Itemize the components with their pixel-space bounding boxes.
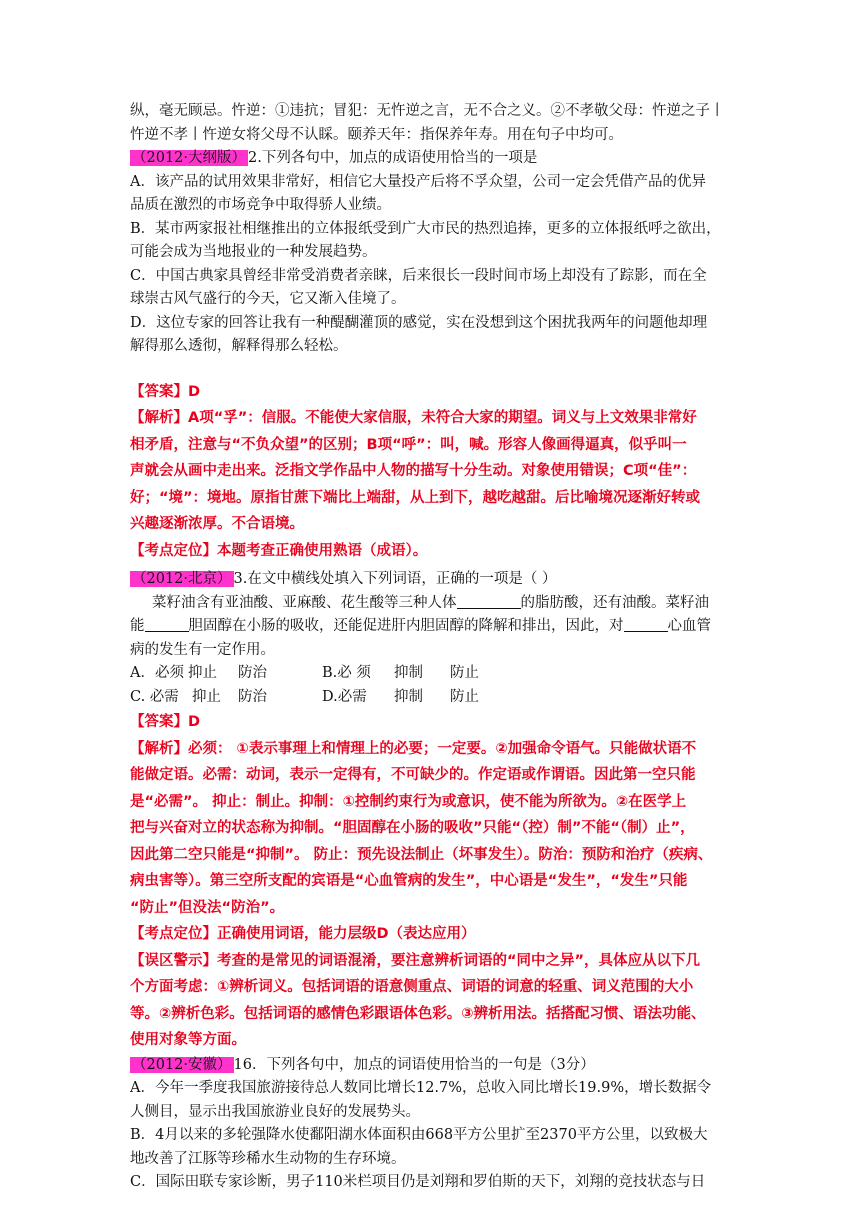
- option-line: 可能会成为当地报业的一种发展趋势。: [130, 244, 377, 260]
- option-line: 人侧目，显示出我国旅游业良好的发展势头。: [130, 1103, 420, 1120]
- answer-line: 【解析】A项“孚”：信服。不能使大家信服，未符合大家的期望。词义与上文效果非常好: [130, 410, 697, 426]
- answer-line: 个方面考虑：①辨析词义。包括词语的语意侧重点、词语的词意的轻重、词义范围的大小: [130, 979, 694, 995]
- option-line: A．今年一季度我国旅游接待总人数同比增长12.7%，总收入同比增长19.9%，增长数据令: [130, 1080, 712, 1096]
- answer-line: 【误区警示】考查的是常见的词语混淆，要注意辨析词语的“同中之异”，具体应从以下几: [130, 952, 701, 969]
- option-line: C．中国古典家具曾经非常受消费者亲睐，后来很长一段时间市场上却没有了踪影，而在全: [130, 267, 707, 284]
- option-line: B．4月以来的多轮强降水使鄱阳湖水体面积由668平方公里扩至2370平方公里，以致极大: [130, 1127, 708, 1143]
- option-line: 解得那么透彻，解释得那么轻松。: [130, 338, 348, 354]
- answer-line: 【解析】必须： ①表示事理上和情理上的必要；一定要。②加强命令语气。只能做状语不: [130, 740, 697, 757]
- answer-line: 能做定语。必需：动词，表示一定得有，不可缺少的。作定语或作谓语。因此第一空只能: [130, 767, 696, 783]
- fill-blank: [624, 617, 668, 632]
- text-line: 纵，毫无顾忌。忤逆：①违抗；冒犯：无忤逆之言，无不合之义。②不孝敬父母：忤逆之子丨: [130, 103, 725, 119]
- passage-line: 菜籽油含有亚油酸、亚麻酸、花生酸等三种人体 的脂肪酸，还有油酸。菜籽油: [152, 594, 709, 611]
- answer-line: 使用对象等方面。: [130, 1032, 246, 1048]
- option-line: C．国际田联专家诊断，男子110米栏项目仍是刘翔和罗伯斯的天下，刘翔的竞技状态与日: [130, 1174, 706, 1190]
- answer-line: 病虫害等）。第三空所支配的宾语是“心血管病的发生”，中心语是“发生”，“发生”只能: [130, 873, 688, 889]
- fill-blank: [457, 594, 521, 609]
- answer-line: 【考点定位】本题考查正确使用熟语（成语）。: [130, 542, 428, 559]
- option-line: 品质在激烈的市场竞争中取得骄人业绩。: [130, 197, 391, 213]
- source-tag: （2012·北京）: [132, 571, 232, 587]
- answer-line: 把与兴奋对立的状态称为抑制。“胆固醇在小肠的吸收”只能“（控）制”不能“（制）止”，: [130, 820, 695, 836]
- source-tag: （2012·大纲版）: [132, 150, 247, 166]
- fill-blank: [145, 617, 189, 632]
- question-stem: [130, 1054, 740, 1078]
- question-3: [130, 568, 740, 1054]
- stem-text: 2.下列各句中，加点的成语使用恰当的一项是: [248, 150, 538, 166]
- answer-line: 【答案】D: [130, 383, 201, 400]
- option-line: D．这位专家的回答让我有一种醍醐灌顶的感觉，实在没想到这个困扰我两年的问题他却理: [130, 314, 708, 331]
- answer-line: 相矛盾，注意与“不负众望”的区别；B项“呼”：叫，喊。形容人像画得逼真，似乎叫一: [130, 436, 687, 453]
- text-line: 忤逆不孝丨忤逆女将父母不认睬。颐养天年：指保养年寿。用在句子中均可。: [130, 126, 623, 143]
- stem-text: 3.在文中横线处填入下列词语，正确的一项是（ ）: [233, 571, 557, 587]
- question-16: [130, 1054, 740, 1195]
- answer-block: [130, 379, 740, 565]
- answer-line: 兴趣逐渐浓厚。不合语境。: [130, 516, 304, 532]
- stem-text: 16．下列各句中，加点的词语使用恰当的一句是（3分）: [233, 1056, 595, 1073]
- question-stem: [130, 147, 740, 171]
- document-page: [130, 100, 740, 1195]
- question-2: [130, 147, 740, 564]
- answer-line: 等。②辨析色彩。包括词语的感情色彩跟语体色彩。③辨析用法。括搭配习惯、语法功能、: [130, 1005, 706, 1022]
- option-line: 地改善了江豚等珍稀水生动物的生存环境。: [130, 1150, 406, 1167]
- options-row: C. 必需 抑止 防治 D.必需 抑制 防止: [130, 688, 479, 705]
- answer-line: 因此第二空只能是“抑制”。 防止：预先设法制止（坏事发生）。防治：预防和治疗（疾病、: [130, 846, 713, 863]
- answer-line: “防止”但没法“防治”。: [130, 899, 285, 916]
- options-row: A．必须 抑止 防治 B.必 须 抑制 防止: [130, 665, 479, 681]
- question-stem: [130, 568, 740, 592]
- source-tag: （2012·安徽）: [132, 1056, 232, 1073]
- passage-line: 能 胆固醇在小肠的吸收，还能促进肝内胆固醇的降解和排出，因此，对 心血管: [130, 618, 711, 634]
- option-line: A．该产品的试用效果非常好，相信它大量投产后将不孚众望，公司一定会凭借产品的优异: [130, 173, 706, 190]
- answer-block: [130, 709, 740, 1054]
- answer-line: 【考点定位】正确使用词语，能力层级D（表达应用）: [130, 926, 476, 942]
- answer-line: 声就会从画中走出来。泛指文学作品中人物的描写十分生动。对象使用错误；C项“佳”：: [130, 463, 697, 479]
- option-line: B．某市两家报社相继推出的立体报纸受到广大市民的热烈追捧，更多的立体报纸呼之欲出，: [130, 220, 721, 237]
- answer-line: 【答案】D: [130, 714, 201, 730]
- answer-line: 好；“境”：境地。原指甘蔗下端比上端甜，从上到下，越吃越甜。后比喻境况逐渐好转或: [130, 489, 701, 506]
- passage-line: 病的发生有一定作用。: [130, 641, 275, 658]
- previous-explanation: [130, 100, 740, 147]
- option-line: 球崇古风气盛行的今天，它又渐入佳境了。: [130, 291, 406, 307]
- answer-line: 是“必需”。 抑止：制止。抑制：①控制约束行为或意识，使不能为所欲为。②在医学上: [130, 793, 687, 810]
